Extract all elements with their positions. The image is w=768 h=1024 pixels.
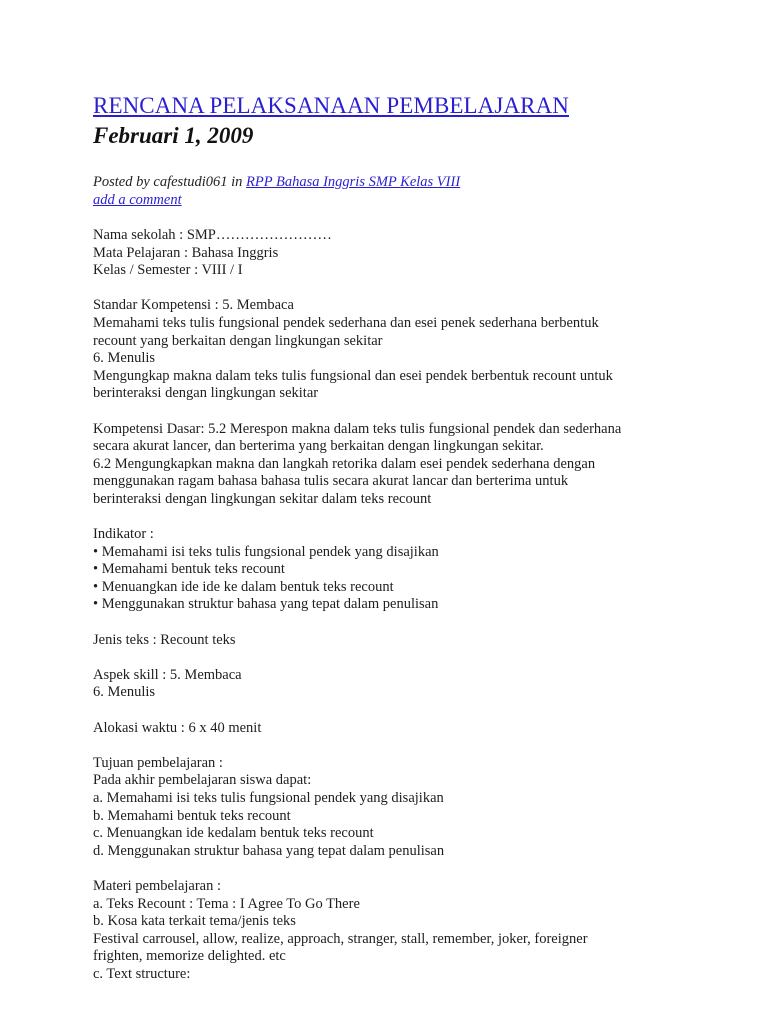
content-line: 6. Menulis: [93, 350, 156, 367]
content-line: Aspek skill : 5. Membaca: [93, 666, 242, 683]
content-line: Materi pembelajaran :: [93, 877, 222, 894]
content-paragraph: [93, 632, 713, 650]
post-content: [93, 227, 713, 984]
content-line: menggunakan ragam bahasa bahasa tulis secara akurat lancar dan berterima untuk: [93, 473, 569, 490]
content-line: b. Kosa kata terkait tema/jenis teks: [93, 913, 296, 930]
content-line: Tujuan pembelajaran :: [93, 754, 223, 771]
content-line: a. Memahami isi teks tulis fungsional pendek yang disajikan: [93, 790, 444, 806]
content-line: Standar Kompetensi : 5. Membaca: [93, 297, 294, 314]
document-page: [93, 92, 713, 1001]
post-meta: [93, 174, 713, 209]
content-line: Kelas / Semester : VIII / I: [93, 262, 243, 279]
content-line: berinteraksi dengan lingkungan sekitar dalam teks recount: [93, 490, 432, 507]
content-line: 6. Menulis: [93, 684, 156, 701]
post-date: Februari 1, 2009: [93, 123, 254, 148]
add-comment-link[interactable]: add a comment: [93, 191, 182, 208]
content-paragraph: [93, 755, 713, 861]
content-line: c. Text structure:: [93, 965, 191, 982]
content-line: secara akurat lancer, dan berterima yang berkaitan dengan lingkungan sekitar.: [93, 438, 544, 455]
posted-by-text: Posted by cafestudi061 in: [93, 174, 247, 190]
content-line: Mata Pelajaran : Bahasa Inggris: [93, 244, 279, 261]
content-line: Nama sekolah : SMP……………………: [93, 227, 332, 243]
content-paragraph: [93, 878, 713, 984]
content-line: frighten, memorize delighted. etc: [93, 948, 286, 965]
content-line: Indikator :: [93, 526, 154, 543]
category-link[interactable]: RPP Bahasa Inggris SMP Kelas VIII: [246, 174, 461, 190]
content-paragraph: [93, 667, 713, 702]
content-line: • Memahami bentuk teks recount: [93, 561, 285, 578]
content-line: 6.2 Mengungkapkan makna dan langkah retorika dalam esei pendek sederhana dengan: [93, 455, 596, 472]
content-paragraph: [93, 227, 713, 280]
content-line: Kompetensi Dasar: 5.2 Merespon makna dalam teks tulis fungsional pendek dan sederhana: [93, 420, 622, 437]
content-line: • Menuangkan ide ide ke dalam bentuk teks recount: [93, 578, 394, 595]
content-line: b. Memahami bentuk teks recount: [93, 807, 291, 824]
content-line: Alokasi waktu : 6 x 40 menit: [93, 719, 262, 736]
content-line: d. Menggunakan struktur bahasa yang tepat dalam penulisan: [93, 842, 445, 859]
content-line: a. Teks Recount : Tema : I Agree To Go There: [93, 895, 360, 912]
content-paragraph: [93, 526, 713, 614]
content-line: Mengungkap makna dalam teks tulis fungsional dan esei pendek berbentuk recount untuk: [93, 367, 613, 384]
content-line: Festival carrousel, allow, realize, approach, stranger, stall, remember, joker, foreigner: [93, 930, 588, 947]
content-line: Memahami teks tulis fungsional pendek sederhana dan esei penek sederhana berbentuk: [93, 314, 599, 331]
content-line: Pada akhir pembelajaran siswa dapat:: [93, 772, 312, 789]
content-paragraph: [93, 421, 713, 509]
content-line: c. Menuangkan ide kedalam bentuk teks recount: [93, 825, 374, 842]
content-paragraph: [93, 297, 713, 403]
content-line: recount yang berkaitan dengan lingkungan sekitar: [93, 332, 383, 349]
content-line: • Menggunakan struktur bahasa yang tepat dalam penulisan: [93, 596, 439, 613]
content-paragraph: [93, 720, 713, 738]
post-title-link[interactable]: RENCANA PELAKSANAAN PEMBELAJARAN: [93, 93, 570, 118]
content-line: • Memahami isi teks tulis fungsional pendek yang disajikan: [93, 543, 439, 560]
content-line: Jenis teks : Recount teks: [93, 631, 236, 648]
content-line: berinteraksi dengan lingkungan sekitar: [93, 385, 319, 402]
